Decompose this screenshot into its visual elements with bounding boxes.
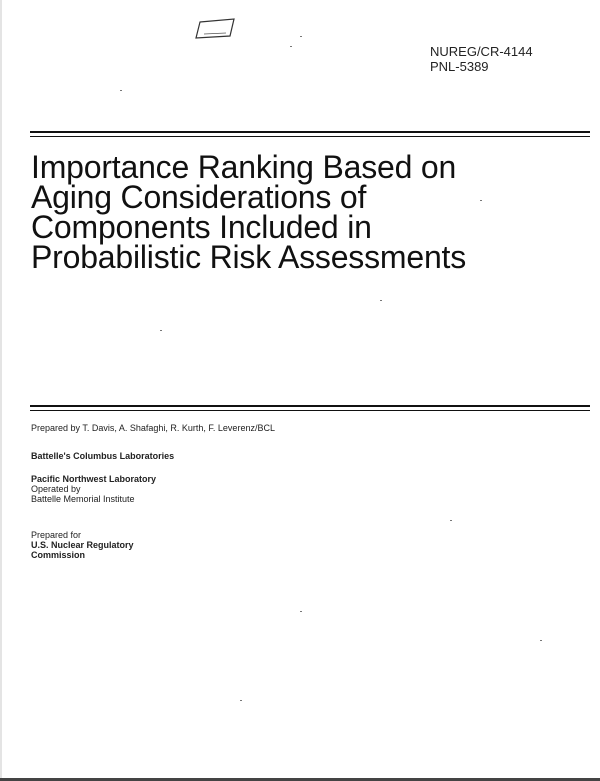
scan-speck (300, 36, 302, 37)
scan-speck (160, 330, 162, 331)
scan-speck (120, 90, 122, 91)
scan-speck (240, 700, 242, 701)
handwritten-scribble-mark (190, 16, 250, 42)
scan-speck (290, 46, 292, 47)
pnl-name: Pacific Northwest Laboratory (31, 474, 157, 484)
title-line-4: Probabilistic Risk Assessments (31, 239, 467, 275)
battelle-columbus-label (31, 451, 174, 461)
scan-speck (540, 640, 542, 641)
battelle-columbus-text: Battelle's Columbus Laboratories (31, 451, 175, 461)
prepared-for-line-2: Commission (31, 550, 86, 560)
prepared-for-line-1: U.S. Nuclear Regulatory (31, 540, 134, 550)
operated-by-label: Operated by (31, 484, 81, 494)
title-line-3: Components Included in (31, 209, 372, 245)
title-line-2: Aging Considerations of (31, 179, 367, 215)
middle-double-rule (30, 405, 590, 411)
page-left-edge (0, 0, 2, 781)
nureg-number: NUREG/CR-4144 (430, 44, 533, 59)
prepared-by-authors: Prepared by T. Davis, A. Shafaghi, R. Kurth, F. Leverenz/BCL (31, 423, 275, 433)
title-line-1: Importance Ranking Based on (31, 149, 457, 185)
report-title (31, 149, 571, 275)
prepared-for-block (31, 530, 134, 560)
scan-speck (380, 300, 382, 301)
scan-speck (480, 200, 482, 201)
top-double-rule (30, 131, 590, 137)
pnl-operator-block (31, 474, 156, 504)
prepared-for-label: Prepared for (31, 530, 82, 540)
report-number-block (430, 44, 533, 74)
scan-speck (300, 611, 302, 612)
scan-speck (450, 520, 452, 521)
pnl-number: PNL-5389 (430, 59, 489, 74)
institute-name: Battelle Memorial Institute (31, 494, 135, 504)
